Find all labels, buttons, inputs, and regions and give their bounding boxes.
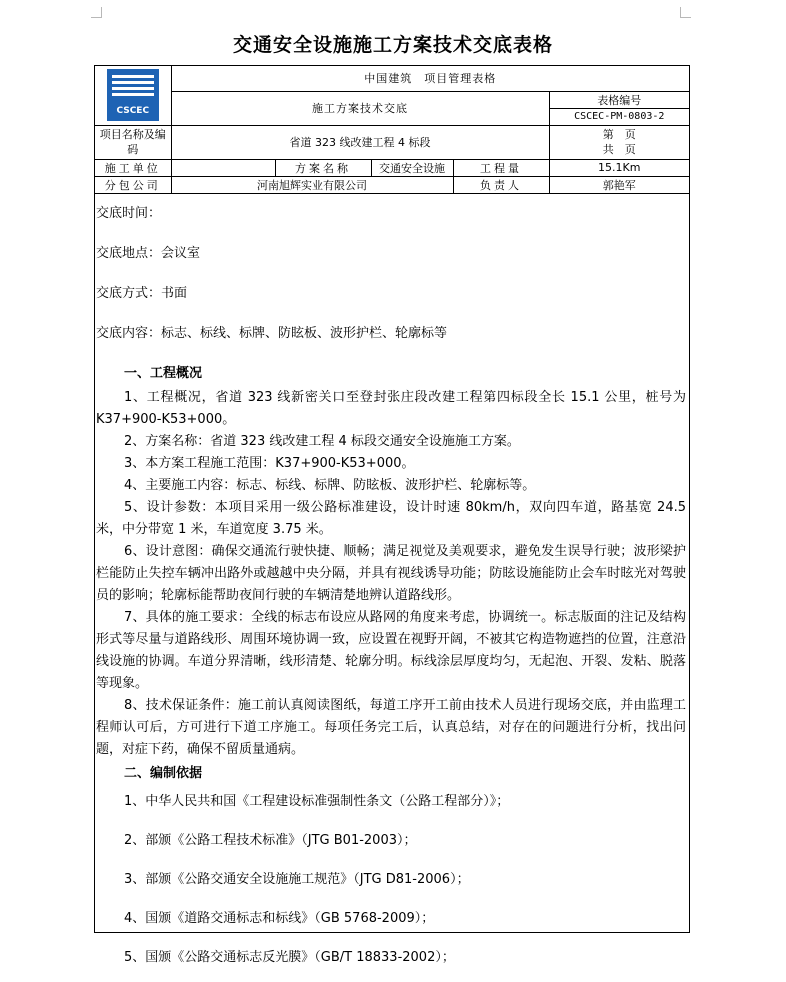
subcontractor-value: 河南旭辉实业有限公司 <box>171 176 453 193</box>
cscec-logo-icon: CSCEC <box>107 69 159 121</box>
plan-value: 交通安全设施 <box>371 159 453 176</box>
unit-label: 施工单位 <box>95 159 171 176</box>
quantity-label: 工程量 <box>453 159 549 176</box>
page-count-cell <box>549 125 689 159</box>
paragraph-scope: 3、本方案工程施工范围：K37+900-K53+000。 <box>124 456 415 471</box>
total-pages-label: 共 页 <box>602 143 636 156</box>
reference-item: 5、国颁《公路交通标志反光膜》（GB/T 18833-2002）； <box>124 950 455 965</box>
paragraph-plan-name: 2、方案名称：省道 323 线改建工程 4 标段交通安全设施施工方案。 <box>124 434 520 449</box>
page-corner-mark-left <box>91 7 102 18</box>
owner-value: 郭艳军 <box>549 176 689 193</box>
unit-value <box>171 159 275 176</box>
paragraph-guarantee: 8、技术保证条件：施工前认真阅读图纸，每道工序开工前由技术人员进行现场交底，并由监理工程师认可后，方可进行下道工序施工。每项任务完工后，认真总结，对存在的问题进行分析，找出问题，对症下药，确保不留质量通病。 <box>96 698 686 757</box>
disclosure-content: 交底内容：标志、标线、标牌、防眩板、波形护栏、轮廓标等 <box>96 326 448 341</box>
project-value: 省道 323 线改建工程 4 标段 <box>171 125 549 159</box>
form-title: 施工方案技术交底 <box>171 91 549 125</box>
form-frame <box>94 65 690 965</box>
logo-cell <box>95 66 171 125</box>
disclosure-method: 交底方式：书面 <box>96 286 188 301</box>
paragraph-requirements: 7、具体的施工要求：全线的标志布设应从路网的角度来考虑，协调统一。标志版面的注记及结构形式等尽量与道路线形、周围环境协调一致，应设置在视野开阔，不被其它构造物遮挡的位置，注意沿线设施的协调。车道分界清晰，线形清楚、轮廓分明。标线涂层厚度均匀，无起泡、开裂、发粘、脱落等现象。 <box>96 610 686 691</box>
paragraph-design-intent: 6、设计意图：确保交通流行驶快捷、顺畅；满足视觉及美观要求，避免发生误导行驶；波形梁护栏能防止失控车辆冲出路外或越越中央分隔，并具有视线诱导功能；防眩设施能防止会车时眩光对驾驶员的影响；轮廓标能帮助夜间行驶的车辆清楚地辨认道路线形。 <box>96 544 686 603</box>
disclosure-place: 交底地点：会议室 <box>96 246 201 261</box>
disclosure-body <box>96 201 686 982</box>
plan-label: 方案名称 <box>275 159 371 176</box>
form-number-label: 表格编号 <box>549 91 689 108</box>
disclosure-time: 交底时间： <box>96 206 162 221</box>
page-corner-mark-right <box>680 7 691 18</box>
project-label: 项目名称及编码 <box>95 125 171 159</box>
quantity-value: 15.1Km <box>549 159 689 176</box>
reference-item: 1、中华人民共和国《工程建设标准强制性条文（公路工程部分）》； <box>124 794 510 809</box>
section-heading-basis: 二、编制依据 <box>124 766 203 781</box>
paragraph-main-content: 4、主要施工内容：标志、标线、标牌、防眩板、波形护栏、轮廓标等。 <box>124 478 536 493</box>
document-title: 交通安全设施施工方案技术交底表格 <box>232 34 553 56</box>
org-title: 中国建筑 项目管理表格 <box>171 66 689 91</box>
form-number: CSCEC-PM-0803-2 <box>549 108 689 125</box>
page-number-label: 第 页 <box>602 128 636 141</box>
paragraph-design-params: 5、设计参数：本项目采用一级公路标准建设，设计时速 80km/h，双向四车道，路基宽 24.5 米，中分带宽 1 米，车道宽度 3.75 米。 <box>96 500 686 537</box>
owner-label: 负责人 <box>453 176 549 193</box>
reference-item: 4、国颁《道路交通标志和标线》（GB 5768-2009）； <box>124 911 435 926</box>
reference-item: 3、部颁《公路交通安全设施施工规范》（JTG D81-2006）； <box>124 872 470 887</box>
header-table <box>95 66 689 194</box>
reference-item: 2、部颁《公路工程技术标准》（JTG B01-2003）； <box>124 833 417 848</box>
subcontractor-label: 分包公司 <box>95 176 171 193</box>
section-heading-overview: 一、工程概况 <box>124 366 203 381</box>
paragraph-overview: 1、工程概况，省道 323 线新密关口至登封张庄段改建工程第四标段全长 15.1 公里，桩号为 K37+900-K53+000。 <box>96 390 686 427</box>
